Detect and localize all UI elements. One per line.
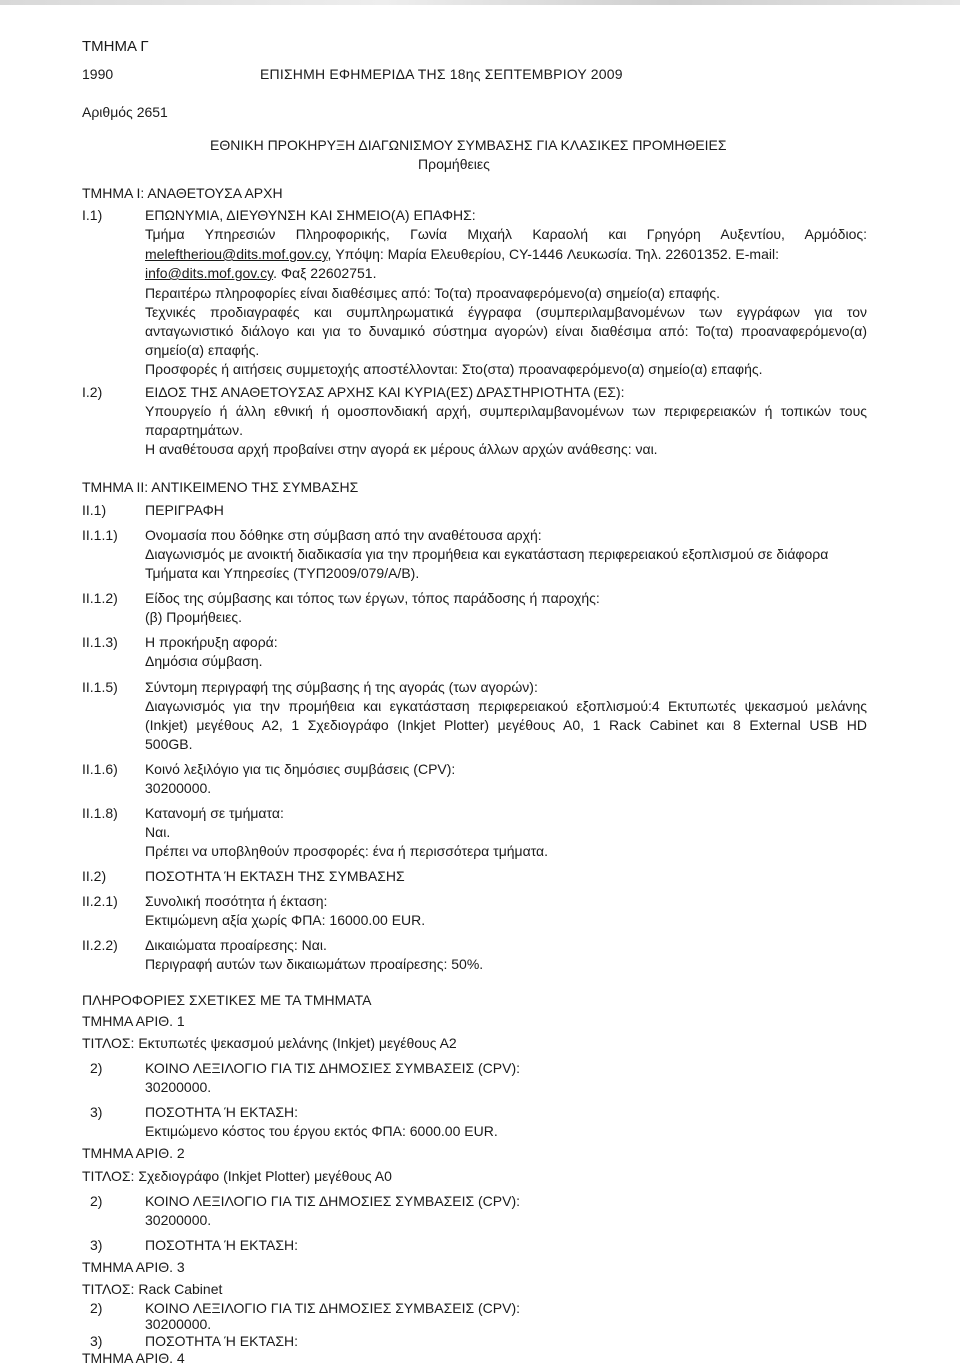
item-number: 3) (90, 1104, 103, 1120)
item-title: Κατανομή σε τμήματα: (145, 805, 284, 821)
item-number: ΙΙ.1.1) (82, 527, 118, 543)
short-description: 500GB. (145, 736, 193, 752)
item-title: ΚΟΙΝΟ ΛΕΞΙΛΟΓΙΟ ΓΙΑ ΤΙΣ ΔΗΜΟΣΙΕΣ ΣΥΜΒΑΣΕΙΣ (CPV): (145, 1060, 521, 1076)
lot-label: ΤΜΗΜΑ ΑΡΙΘ. 3 (82, 1259, 185, 1275)
item-title: Κοινό λεξιλόγιο για τις δημόσιες συμβάσεις (CPV): (145, 761, 456, 777)
specs-line: ανταγωνιστικό διάλογο και για το δυναμικό σύστημα αγορών) είναι διαθέσιμα από: Το(τα) προαναφερόμενο(α) (145, 323, 867, 339)
authority-purchase: Η αναθέτουσα αρχή προβαίνει στην αγορά εκ μέρους άλλων αρχών ανάθεσης: ναι. (145, 441, 658, 457)
authority-type: Υπουργείο ή άλλη εθνική ή ομοσπονδιακή αρχή, συμπεριλαμβανομένων των περιφερειακών ή τοπικών τους (145, 403, 867, 419)
short-description: (Inkjet) μεγέθους Α2, 1 Σχεδιογράφο (Inkjet Plotter) μεγέθους Α0, 1 Rack Cabinet και 8 External USB HD (145, 717, 867, 733)
authority-type: παραρτημάτων. (145, 422, 244, 438)
item-number: ΙΙ.1.5) (82, 679, 118, 695)
gazette-title: ΕΠΙΣΗΜΗ ΕΦΗΜΕΡΙΔΑ ΤΗΣ 18ης ΣΕΠΤΕΜΒΡΙΟΥ 2009 (260, 66, 623, 82)
item-number: ΙΙ.1.6) (82, 761, 118, 777)
email-link-info[interactable]: info@dits.mof.gov.cy (145, 265, 274, 281)
item-title: ΚΟΙΝΟ ΛΕΞΙΛΟΓΙΟ ΓΙΑ ΤΙΣ ΔΗΜΟΣΙΕΣ ΣΥΜΒΑΣΕΙΣ (CPV): (145, 1193, 521, 1209)
lot-title: ΤΙΤΛΟΣ: Εκτυπωτές ψεκασμού μελάνης (Inkjet) μεγέθους Α2 (82, 1035, 457, 1051)
contact-details: , Υπόψη: Μαρία Ελευθερίου, CY-1446 Λευκωσία. Τηλ. 22601352. E-mail: (327, 246, 779, 262)
page-number: 1990 (82, 66, 114, 82)
item-number: ΙΙ.1.3) (82, 634, 118, 650)
item-title: ΠΟΣΟΤΗΤΑ Ή ΕΚΤΑΣΗ: (145, 1237, 298, 1253)
notice-subtitle: Προμήθειες (418, 156, 490, 172)
item-title: ΚΟΙΝΟ ΛΕΞΙΛΟΓΙΟ ΓΙΑ ΤΙΣ ΔΗΜΟΣΙΕΣ ΣΥΜΒΑΣΕΙΣ (CPV): (145, 1300, 521, 1316)
item-title: Σύντομη περιγραφή της σύμβασης ή της αγοράς (των αγορών): (145, 679, 538, 695)
estimated-value: Εκτιμώμενη αξία χωρίς ΦΠΑ: 16000.00 EUR. (145, 912, 426, 928)
item-number: ΙΙ.1) (82, 502, 107, 518)
item-title: ΕΙΔΟΣ ΤΗΣ ΑΝΑΘΕΤΟΥΣΑΣ ΑΡΧΗΣ ΚΑΙ ΚΥΡΙΑ(ΕΣ) ΔΡΑΣΤΗΡΙΟΤΗΤΑ (ΕΣ): (145, 384, 625, 400)
specs-line: Τεχνικές προδιαγραφές και συμπληρωματικά έγγραφα (συμπεριλαμβανομένων των εγγράφων για τον (145, 304, 867, 320)
info-availability: Περαιτέρω πληροφορίες είναι διαθέσιμες από: Το(τα) προαναφερόμενο(α) σημείο(α) επαφής. (145, 285, 721, 301)
address-line: Τμήμα Υπηρεσιών Πληροφορικής, Γωνία Μιχαήλ Καραολή και Γρηγόρη Αυξεντίου, Αρμόδιος: (145, 226, 867, 242)
item-title: Η προκήρυξη αφορά: (145, 634, 278, 650)
item-title: Είδος της σύμβασης και τόπος των έργων, τόπος παράδοσης ή παροχής: (145, 590, 600, 606)
cpv-code: 30200000. (145, 1316, 212, 1332)
short-description: Διαγωνισμός για την προμήθεια και εγκατάσταση περιφερειακού εξοπλισμού:4 Εκτυπωτές ψεκασμού μελάνης (145, 698, 867, 714)
item-number: 2) (90, 1193, 103, 1209)
item-number: 2) (90, 1060, 103, 1076)
item-title: ΠΟΣΟΤΗΤΑ Ή ΕΚΤΑΣΗ: (145, 1104, 298, 1120)
item-title: ΕΠΩΝΥΜΙΑ, ΔΙΕΥΘΥΝΣΗ ΚΑΙ ΣΗΜΕΙΟ(Α) ΕΠΑΦΗΣ: (145, 207, 476, 223)
lot-label: ΤΜΗΜΑ ΑΡΙΘ. 1 (82, 1013, 185, 1029)
item-number: Ι.2) (82, 384, 103, 400)
item-number: Ι.1) (82, 207, 103, 223)
lots-submission: Πρέπει να υποβληθούν προσφορές: ένα ή περισσότερα τμήματα. (145, 843, 549, 859)
specs-line: σημείο(α) επαφής. (145, 342, 260, 358)
lots-heading: ΠΛΗΡΟΦΟΡΙΕΣ ΣΧΕΤΙΚΕΣ ΜΕ ΤΑ ΤΜΗΜΑΤΑ (82, 992, 372, 1008)
item-number: ΙΙ.1.8) (82, 805, 118, 821)
cpv-code: 30200000. (145, 1079, 212, 1095)
lot-title: ΤΙΤΛΟΣ: Rack Cabinet (82, 1281, 223, 1297)
item-title: ΠΟΣΟΤΗΤΑ Ή ΕΚΤΑΣΗ ΤΗΣ ΣΥΜΒΑΣΗΣ (145, 868, 405, 884)
offers-line: Προσφορές ή αιτήσεις συμμετοχής αποστέλλονται: Στο(στα) προαναφερόμενο(α) σημείο(α) επαφής. (145, 361, 763, 377)
contact-line-2 (145, 265, 376, 282)
item-title: ΠΕΡΙΓΡΑΦΗ (145, 502, 224, 518)
notice-concerns: Δημόσια σύμβαση. (145, 653, 263, 669)
section1-heading: ΤΜΗΜΑ Ι: ΑΝΑΘΕΤΟΥΣΑ ΑΡΧΗ (82, 185, 283, 201)
cpv-code: 30200000. (145, 1212, 212, 1228)
notice-number: Αριθμός 2651 (82, 104, 168, 120)
contract-type: (β) Προμήθειες. (145, 609, 242, 625)
fax-number: . Φαξ 22602751. (273, 265, 377, 281)
lot-title: ΤΙΤΛΟΣ: Σχεδιογράφο (Inkjet Plotter) μεγέθους Α0 (82, 1168, 392, 1184)
item-number: ΙΙ.1.2) (82, 590, 118, 606)
contract-name: Διαγωνισμός με ανοικτή διαδικασία για την προμήθεια και εγκατάσταση περιφερειακού εξοπλισμού σε διάφορα (145, 546, 829, 562)
section2-heading: ΤΜΗΜΑ ΙΙ: ΑΝΤΙΚΕΙΜΕΝΟ ΤΗΣ ΣΥΜΒΑΣΗΣ (82, 479, 359, 495)
section-label: ΤΜΗΜΑ Γ (82, 38, 149, 55)
item-number: 3) (90, 1333, 103, 1349)
item-number: ΙΙ.2.2) (82, 937, 118, 953)
item-title: Ονομασία που δόθηκε στη σύμβαση από την αναθέτουσα αρχή: (145, 527, 542, 543)
cpv-code: 30200000. (145, 780, 212, 796)
email-link[interactable]: meleftheriou@dits.mof.gov.cy (145, 246, 328, 262)
item-number: 2) (90, 1300, 103, 1316)
notice-title: ΕΘΝΙΚΗ ΠΡΟΚΗΡΥΞΗ ΔΙΑΓΩΝΙΣΜΟΥ ΣΥΜΒΑΣΗΣ ΓΙΑ ΚΛΑΣΙΚΕΣ ΠΡΟΜΗΘΕΙΕΣ (210, 137, 727, 153)
item-title: Δικαιώματα προαίρεσης: Ναι. (145, 937, 327, 953)
options-description: Περιγραφή αυτών των δικαιωμάτων προαίρεσης: 50%. (145, 956, 484, 972)
contract-name: Τμήματα και Υπηρεσίες (ΤΥΠ2009/079/Α/Β). (145, 565, 420, 581)
item-number: 3) (90, 1237, 103, 1253)
item-title: ΠΟΣΟΤΗΤΑ Ή ΕΚΤΑΣΗ: (145, 1333, 298, 1349)
item-number: ΙΙ.2) (82, 868, 107, 884)
lot-label: ΤΜΗΜΑ ΑΡΙΘ. 4 (82, 1350, 185, 1366)
item-number: ΙΙ.2.1) (82, 893, 118, 909)
scan-edge (0, 0, 960, 5)
lot-cost: Εκτιμώμενο κόστος του έργου εκτός ΦΠΑ: 6000.00 EUR. (145, 1123, 498, 1139)
item-title: Συνολική ποσότητα ή έκταση: (145, 893, 328, 909)
lot-label: ΤΜΗΜΑ ΑΡΙΘ. 2 (82, 1145, 185, 1161)
lots-answer: Ναι. (145, 824, 171, 840)
contact-line (145, 246, 779, 263)
